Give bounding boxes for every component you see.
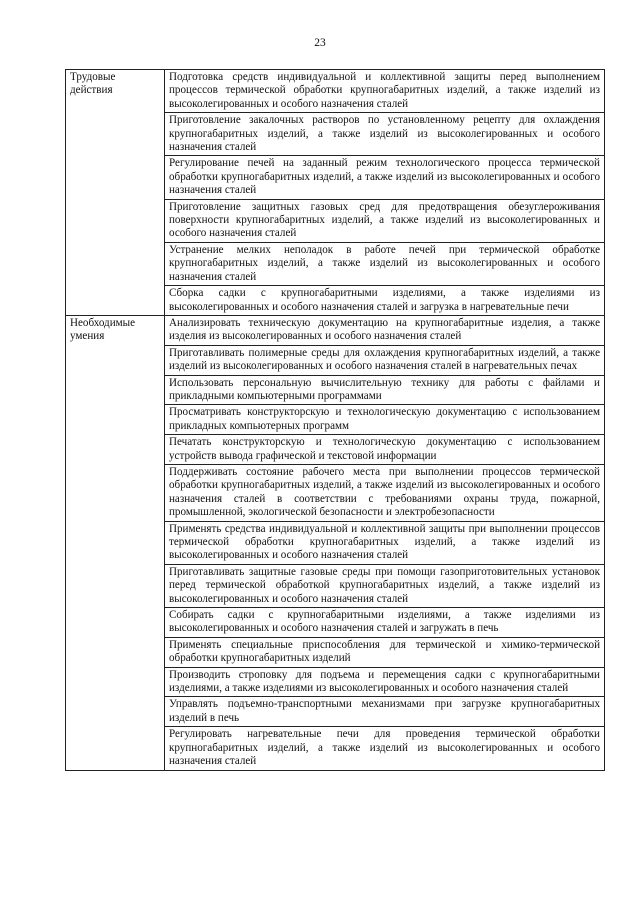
- requirement-cell: Печатать конструкторскую и технологическую документацию с использованием устройств вывода графической и текстовой информации: [165, 435, 605, 465]
- requirement-cell: Устранение мелких неполадок в работе печей при термической обработке крупногабаритных изделий, а также изделий из высоколегированных и особого назначения сталей: [165, 242, 605, 285]
- table-row: [66, 315, 605, 345]
- requirement-cell: Использовать персональную вычислительную технику для работы с файлами и прикладными компьютерными программами: [165, 375, 605, 405]
- requirement-cell: Приготавливать полимерные среды для охлаждения крупногабаритных изделий, а также изделий из высоколегированных и особого назначения сталей в нагревательных печах: [165, 345, 605, 375]
- requirement-cell: Регулирование печей на заданный режим технологического процесса термической обработки крупногабаритных изделий, а также изделий из высоколегированных и особого назначения сталей: [165, 156, 605, 199]
- requirement-cell: Применять специальные приспособления для термической и химико-термической обработки крупногабаритных изделий: [165, 637, 605, 667]
- requirement-cell: Подготовка средств индивидуальной и коллективной защиты перед выполнением процессов термической обработки крупногабаритных изделий, а также изделий из высоколегированных и особого назначения сталей: [165, 70, 605, 113]
- requirement-cell: Приготовление защитных газовых сред для предотвращения обезуглероживания поверхности крупногабаритных изделий, а также изделий из высоколегированных и особого назначения сталей: [165, 199, 605, 242]
- requirement-cell: Применять средства индивидуальной и коллективной защиты при выполнении процессов термической обработки крупногабаритных изделий, а также изделий из высоколегированных и особого назначения сталей: [165, 521, 605, 564]
- section-label: Необходимые умения: [66, 315, 165, 770]
- requirement-cell: Поддерживать состояние рабочего места при выполнении процессов термической обработки крупногабаритных изделий, а также изделий из высоколегированных и особого назначения сталей в соответствии с требованиями охраны труда, пожарной, промышленной, экологической безопасности и электробезопасности: [165, 464, 605, 521]
- table-body: [66, 70, 605, 771]
- section-label: Трудовые действия: [66, 70, 165, 316]
- requirement-cell: Регулировать нагревательные печи для проведения термической обработки крупногабаритных изделий, а также изделий из высоколегированных и особого назначения сталей: [165, 727, 605, 770]
- requirement-cell: Сборка садки с крупногабаритными изделиями, а также изделиями из высоколегированных и особого назначения сталей и загрузка в нагревательные печи: [165, 286, 605, 316]
- page-number: 23: [314, 37, 326, 49]
- requirement-cell: Приготавливать защитные газовые среды при помощи газоприготовительных установок перед термической обработкой крупногабаритных изделий, а также изделий из высоколегированных и особого назначения сталей: [165, 564, 605, 607]
- requirements-table: [65, 69, 605, 771]
- requirement-cell: Анализировать техническую документацию на крупногабаритные изделия, а также изделия из высоколегированных и особого назначения сталей: [165, 315, 605, 345]
- requirement-cell: Собирать садки с крупногабаритными изделиями, а также изделиями из высоколегированных и особого назначения сталей и загружать в печь: [165, 608, 605, 638]
- requirement-cell: Просматривать конструкторскую и технологическую документацию с использованием прикладных компьютерных программ: [165, 405, 605, 435]
- table-row: [66, 70, 605, 113]
- requirement-cell: Производить строповку для подъема и перемещения садки с крупногабаритными изделиями, а также изделиями из высоколегированных и особого назначения сталей: [165, 667, 605, 697]
- requirement-cell: Приготовление закалочных растворов по установленному рецепту для охлаждения крупногабаритных изделий, а также изделий из высоколегированных и особого назначения сталей: [165, 113, 605, 156]
- requirement-cell: Управлять подъемно-транспортными механизмами при загрузке крупногабаритных изделий в печь: [165, 697, 605, 727]
